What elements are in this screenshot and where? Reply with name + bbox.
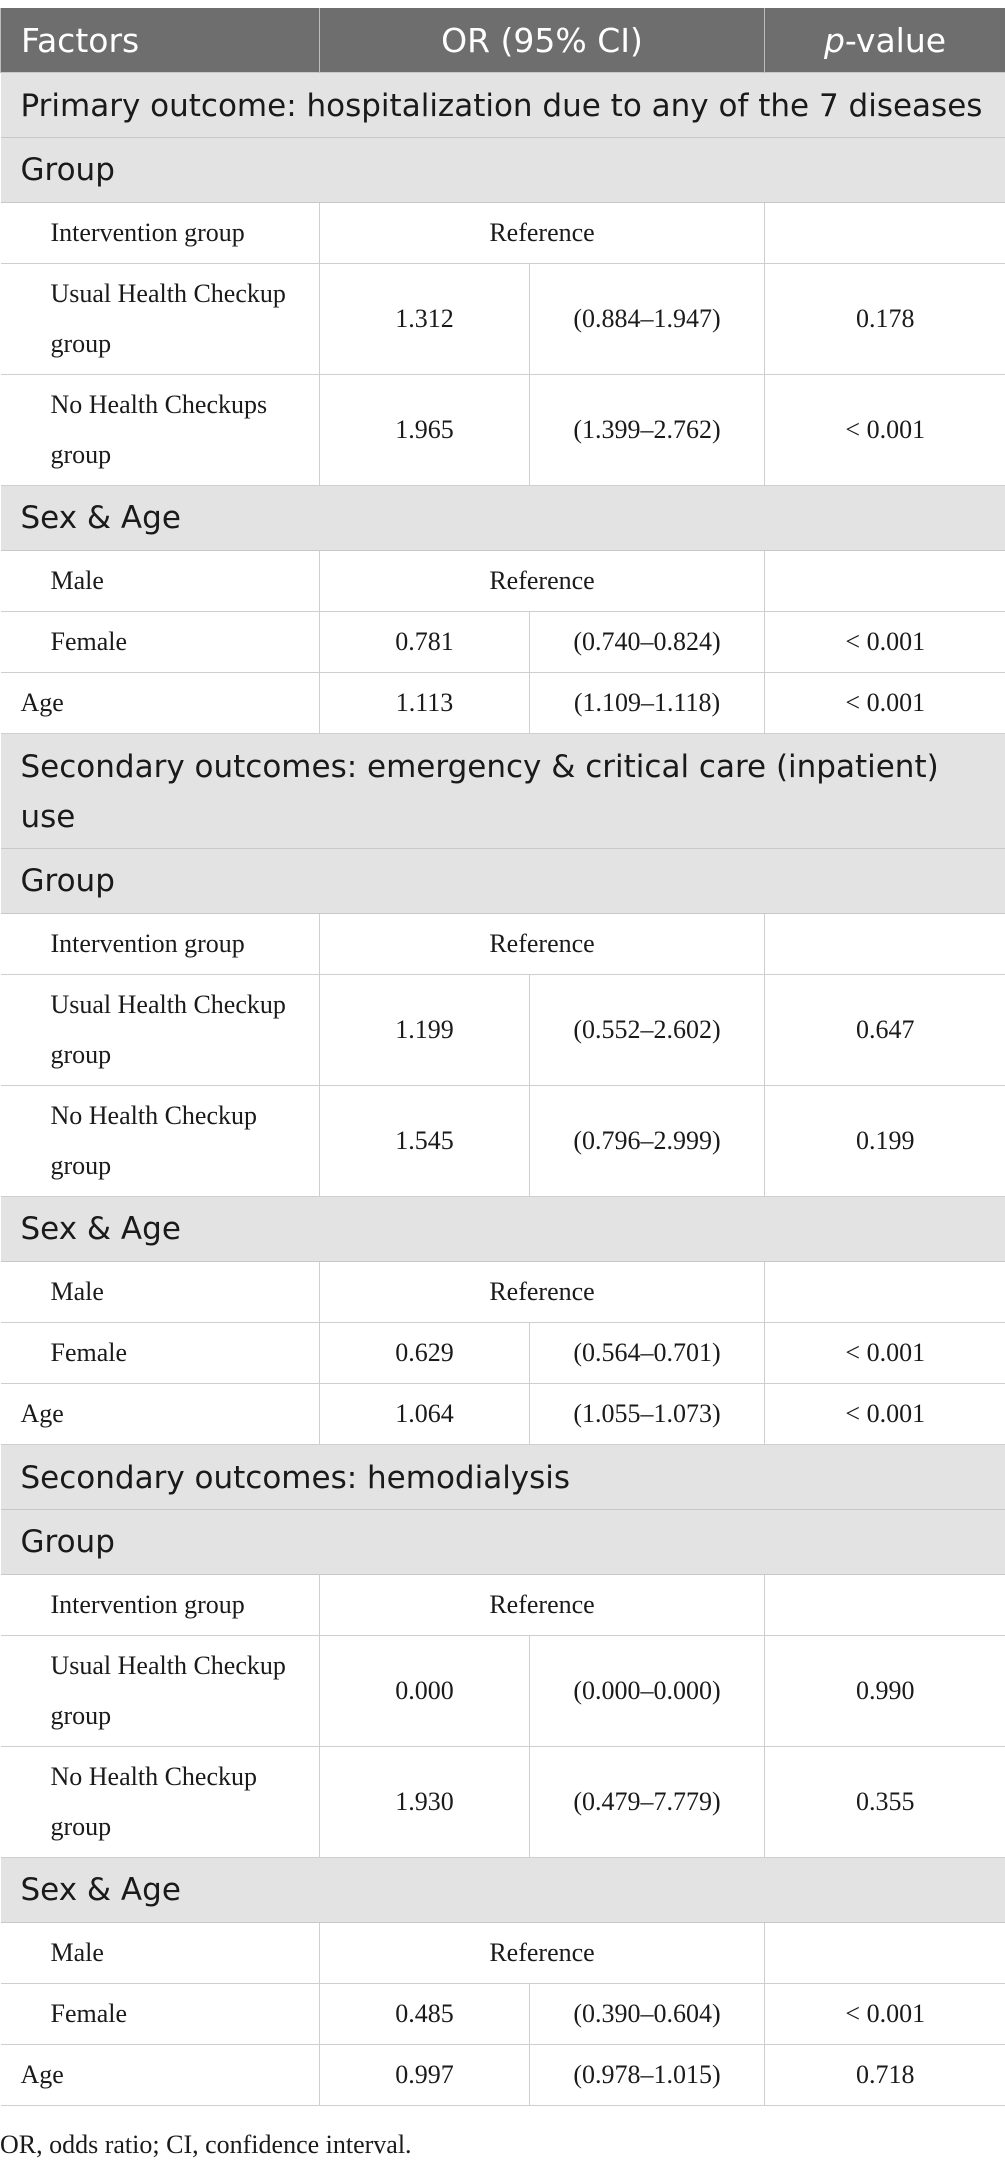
header-p-rest: -value (844, 20, 947, 60)
table-row (1, 1984, 1005, 2045)
factor-cell: Male (1, 1923, 320, 1984)
table-row (1, 1747, 1005, 1858)
header-or-ci: OR (95% CI) (320, 8, 765, 73)
table-row (1, 975, 1005, 1086)
factor-cell: Intervention group (1, 914, 320, 975)
sex-age-label: Sex & Age (1, 486, 1005, 551)
factor-cell: Age (1, 1384, 320, 1445)
table-header-row (1, 8, 1005, 73)
p-value-cell: < 0.001 (765, 1384, 1005, 1445)
or-cell: 1.312 (320, 264, 530, 375)
ci-cell: (1.109–1.118) (530, 673, 765, 734)
or-cell: 0.000 (320, 1636, 530, 1747)
group-label: Group (1, 138, 1005, 203)
p-value-cell: 0.990 (765, 1636, 1005, 1747)
outcome-title: Secondary outcomes: emergency & critical care (inpatient) use (1, 734, 1005, 849)
group-subheader-row (1, 1510, 1005, 1575)
group-subheader-row (1, 138, 1005, 203)
factor-cell: Male (1, 551, 320, 612)
table-row (1, 673, 1005, 734)
table-row (1, 264, 1005, 375)
table-row (1, 551, 1005, 612)
table-row (1, 612, 1005, 673)
ci-cell: (0.390–0.604) (530, 1984, 765, 2045)
sex-age-subheader-row (1, 486, 1005, 551)
table-row (1, 203, 1005, 264)
p-value-cell: < 0.001 (765, 673, 1005, 734)
reference-cell: Reference (320, 1575, 765, 1636)
or-cell: 1.199 (320, 975, 530, 1086)
table-row (1, 375, 1005, 486)
or-cell: 0.629 (320, 1323, 530, 1384)
factor-cell: No Health Checkup group (1, 1086, 320, 1197)
sex-age-subheader-row (1, 1858, 1005, 1923)
p-value-cell: < 0.001 (765, 375, 1005, 486)
sex-age-subheader-row (1, 1197, 1005, 1262)
p-value-cell: < 0.001 (765, 1323, 1005, 1384)
factor-cell: Female (1, 1984, 320, 2045)
table-row (1, 914, 1005, 975)
p-value-cell (765, 914, 1005, 975)
reference-cell: Reference (320, 1262, 765, 1323)
table-footnote: OR, odds ratio; CI, confidence interval. (0, 2130, 412, 2159)
odds-ratio-table (0, 8, 1005, 2106)
factor-cell: No Health Checkup group (1, 1747, 320, 1858)
or-cell: 0.997 (320, 2045, 530, 2106)
factor-cell: Male (1, 1262, 320, 1323)
p-value-cell (765, 1575, 1005, 1636)
outcome-title: Secondary outcomes: hemodialysis (1, 1445, 1005, 1510)
or-cell: 1.965 (320, 375, 530, 486)
outcome-section-row (1, 734, 1005, 849)
factor-cell: Usual Health Checkup group (1, 975, 320, 1086)
table-row (1, 1384, 1005, 1445)
ci-cell: (0.552–2.602) (530, 975, 765, 1086)
group-subheader-row (1, 849, 1005, 914)
table-row (1, 1636, 1005, 1747)
table-row (1, 1575, 1005, 1636)
or-cell: 1.064 (320, 1384, 530, 1445)
p-value-cell: < 0.001 (765, 612, 1005, 673)
ci-cell: (1.399–2.762) (530, 375, 765, 486)
factor-cell: Usual Health Checkup group (1, 1636, 320, 1747)
p-value-cell: 0.178 (765, 264, 1005, 375)
reference-cell: Reference (320, 203, 765, 264)
reference-cell: Reference (320, 551, 765, 612)
outcome-section-row (1, 73, 1005, 138)
p-value-cell: 0.647 (765, 975, 1005, 1086)
factor-cell: Intervention group (1, 1575, 320, 1636)
or-cell: 1.113 (320, 673, 530, 734)
or-cell: 1.545 (320, 1086, 530, 1197)
factor-cell: Age (1, 2045, 320, 2106)
p-value-cell (765, 551, 1005, 612)
ci-cell: (0.884–1.947) (530, 264, 765, 375)
table-body (1, 73, 1005, 2106)
sex-age-label: Sex & Age (1, 1197, 1005, 1262)
header-p-value (765, 8, 1005, 73)
header-p-italic: p (823, 20, 845, 60)
table-row (1, 1262, 1005, 1323)
ci-cell: (0.479–7.779) (530, 1747, 765, 1858)
p-value-cell (765, 1262, 1005, 1323)
outcome-section-row (1, 1445, 1005, 1510)
factor-cell: Female (1, 612, 320, 673)
reference-cell: Reference (320, 1923, 765, 1984)
sex-age-label: Sex & Age (1, 1858, 1005, 1923)
or-cell: 0.781 (320, 612, 530, 673)
ci-cell: (0.978–1.015) (530, 2045, 765, 2106)
table-row (1, 2045, 1005, 2106)
group-label: Group (1, 1510, 1005, 1575)
or-cell: 0.485 (320, 1984, 530, 2045)
p-value-cell: 0.355 (765, 1747, 1005, 1858)
ci-cell: (0.796–2.999) (530, 1086, 765, 1197)
factor-cell: Age (1, 673, 320, 734)
p-value-cell (765, 1923, 1005, 1984)
p-value-cell: < 0.001 (765, 1984, 1005, 2045)
reference-cell: Reference (320, 914, 765, 975)
header-factors: Factors (1, 8, 320, 73)
ci-cell: (0.564–0.701) (530, 1323, 765, 1384)
p-value-cell: 0.199 (765, 1086, 1005, 1197)
p-value-cell (765, 203, 1005, 264)
factor-cell: Female (1, 1323, 320, 1384)
table-row (1, 1086, 1005, 1197)
ci-cell: (0.000–0.000) (530, 1636, 765, 1747)
table-row (1, 1323, 1005, 1384)
outcome-title: Primary outcome: hospitalization due to any of the 7 diseases (1, 73, 1005, 138)
p-value-cell: 0.718 (765, 2045, 1005, 2106)
factor-cell: Intervention group (1, 203, 320, 264)
group-label: Group (1, 849, 1005, 914)
ci-cell: (0.740–0.824) (530, 612, 765, 673)
or-cell: 1.930 (320, 1747, 530, 1858)
factor-cell: Usual Health Checkup group (1, 264, 320, 375)
table-row (1, 1923, 1005, 1984)
ci-cell: (1.055–1.073) (530, 1384, 765, 1445)
factor-cell: No Health Checkups group (1, 375, 320, 486)
